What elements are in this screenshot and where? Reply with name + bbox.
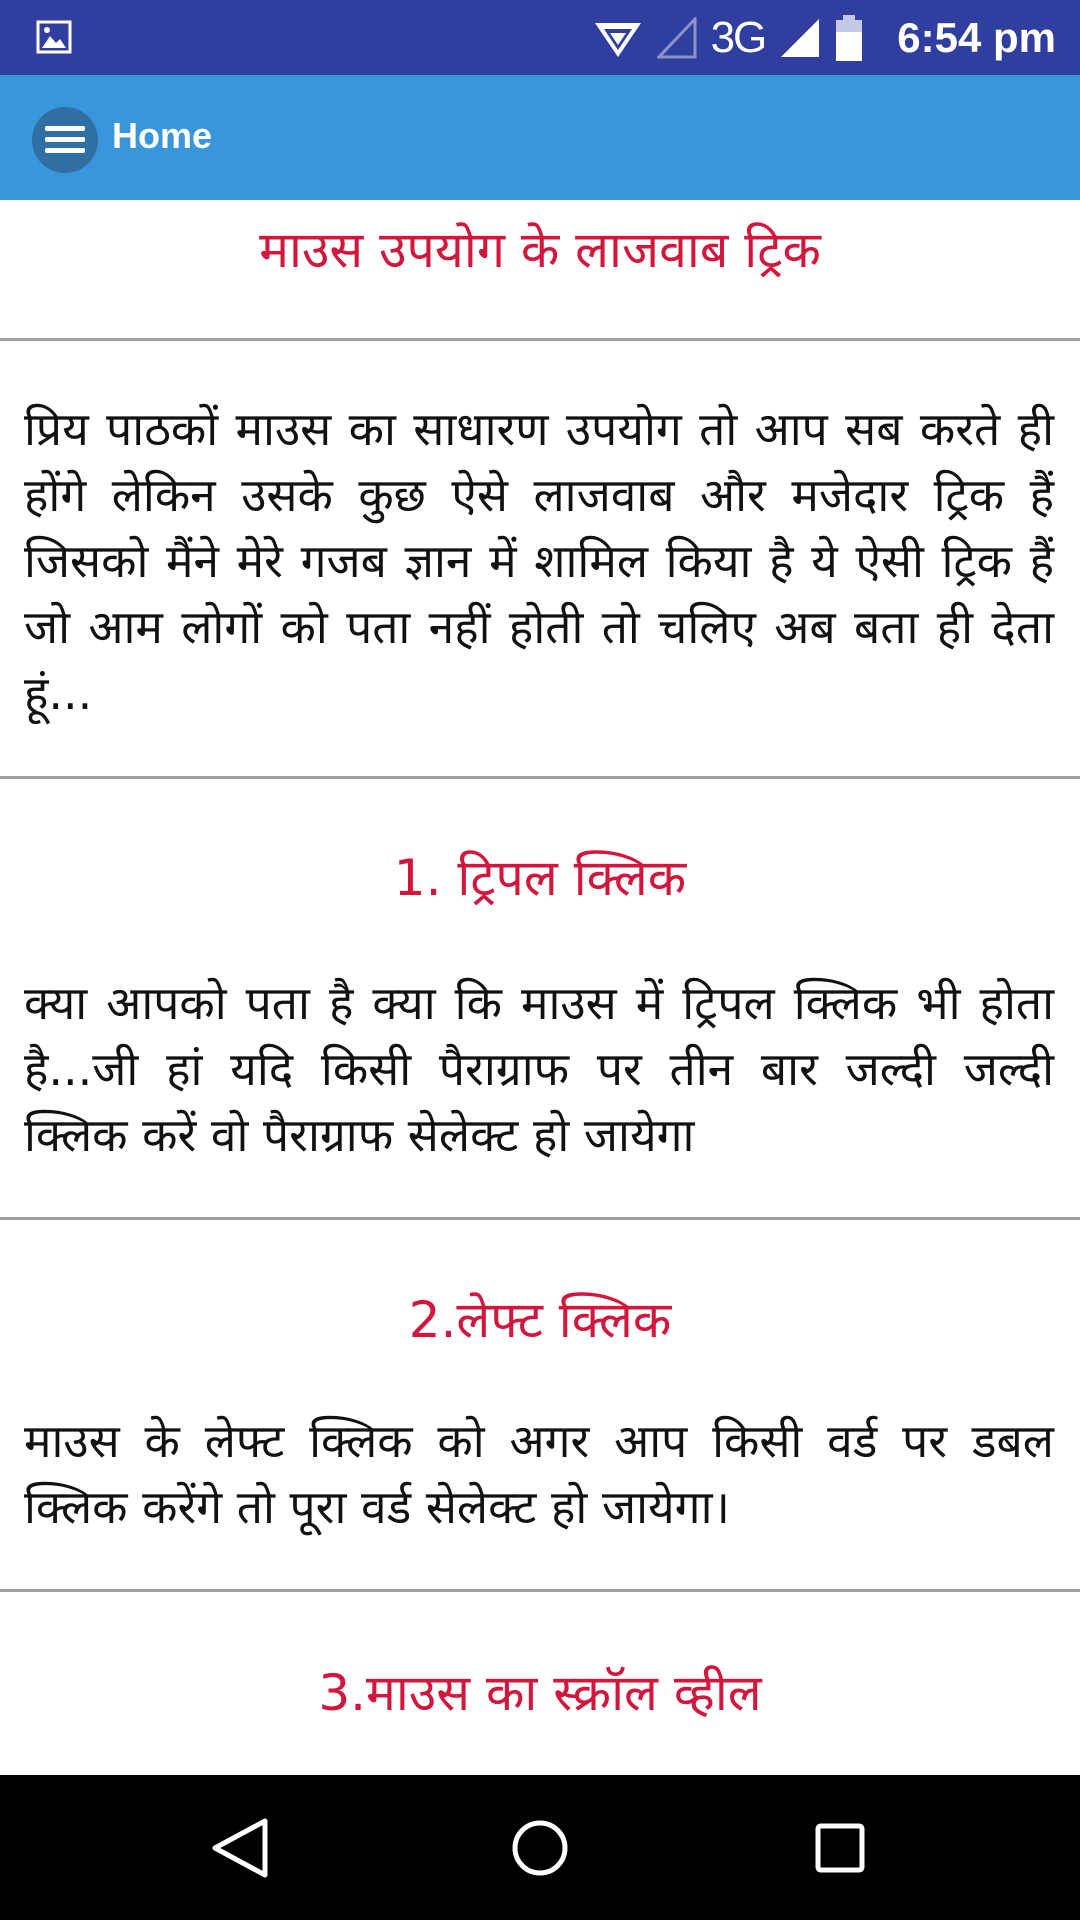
page-title: Home xyxy=(112,115,213,156)
divider xyxy=(0,1217,1080,1220)
article-title: माउस उपयोग के लाजवाब ट्रिक xyxy=(259,221,821,279)
intro-paragraph: प्रिय पाठकों माउस का साधारण उपयोग तो आप सब करते ही होंगे लेकिन उसके कुछ ऐसे लाजवाब और मजेदार ट्रिक हैं जिसको मैंने मेरे गजब ज्ञान में शामिल किया है ये ऐसी ट्रिक हैं जो आम लोगों को पता नहीं होती तो चलिए अब बता ही देता हूं... xyxy=(24,402,1054,720)
back-icon[interactable] xyxy=(205,1813,275,1883)
signal-empty-icon xyxy=(657,17,697,59)
navigation-bar xyxy=(0,1775,1080,1920)
divider xyxy=(0,338,1080,341)
home-icon[interactable] xyxy=(505,1813,575,1883)
recents-icon[interactable] xyxy=(805,1813,875,1883)
clock: 6:54 pm xyxy=(897,13,1056,61)
section-heading: 3.माउस का स्क्रॉल व्हील xyxy=(318,1664,762,1722)
app-bar xyxy=(0,75,1080,200)
gallery-icon xyxy=(36,20,72,54)
signal-icon xyxy=(779,17,821,59)
section-body: क्या आपको पता है क्या कि माउस में ट्रिपल क्लिक भी होता है...जी हां यदि किसी पैराग्राफ पर तीन बार जल्दी जल्दी क्लिक करें वो पैराग्राफ सेलेक्ट हो जायेगा xyxy=(24,976,1054,1162)
hamburger-menu-icon xyxy=(45,123,85,157)
section-heading: 1. ट्रिपल क्लिक xyxy=(393,849,687,907)
section-heading: 2.लेफ्ट क्लिक xyxy=(408,1291,672,1349)
divider xyxy=(0,776,1080,779)
battery-icon xyxy=(835,15,863,61)
menu-button[interactable] xyxy=(32,107,98,173)
section-body: माउस के लेफ्ट क्लिक को अगर आप किसी वर्ड पर डबल क्लिक करेंगे तो पूरा वर्ड सेलेक्ट हो जायेगा। xyxy=(24,1414,1054,1534)
divider xyxy=(0,1589,1080,1592)
network-type: 3G xyxy=(710,12,766,62)
status-bar xyxy=(0,0,1080,75)
wifi-icon xyxy=(593,17,643,59)
article-content[interactable] xyxy=(0,200,1080,1775)
